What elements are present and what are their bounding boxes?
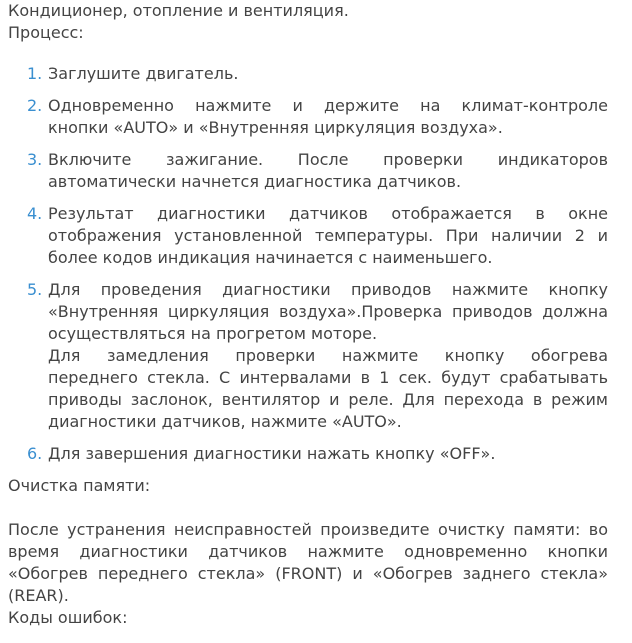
memory-line: После устранения неисправностей произведите очистку памяти: во <box>8 520 608 539</box>
process-label: Процесс: <box>8 23 84 42</box>
memory-line: время диагностики датчиков нажмите одновременно кнопки <box>8 542 608 561</box>
step-number: 3. <box>27 150 43 169</box>
list-item <box>8 203 608 269</box>
error-codes-label: Коды ошибок: <box>8 608 128 627</box>
list-item <box>8 149 608 193</box>
doc-title: Кондиционер, отопление и вентиляция. <box>8 1 349 20</box>
step-line: Заглушите двигатель. <box>48 64 239 83</box>
document <box>8 0 608 629</box>
step-line: «Внутренняя циркуляция воздуха».Проверка приводов должна <box>48 302 608 321</box>
step-number: 4. <box>27 204 43 223</box>
step-number: 2. <box>27 96 43 115</box>
list-item <box>8 279 608 433</box>
intro-block <box>8 0 608 44</box>
step-line: Для проведения диагностики приводов нажмите кнопку <box>48 280 608 299</box>
steps-list <box>8 63 608 465</box>
step-line: отображения установленной температуры. При наличии 2 и <box>48 226 608 245</box>
step-line: диагностики датчиков, нажмите «AUTO». <box>48 412 402 431</box>
step-number: 5. <box>27 280 43 299</box>
memory-line: (REAR). <box>8 586 69 605</box>
list-item <box>8 443 608 465</box>
step-line: Для замедления проверки нажмите кнопку обогрева <box>48 346 608 365</box>
step-line: Включите зажигание. После проверки индикаторов <box>48 150 608 169</box>
step-number: 6. <box>27 444 43 463</box>
list-item <box>8 63 608 85</box>
step-line: Результат диагностики датчиков отображается в окне <box>48 204 608 223</box>
step-line: автоматически начнется диагностика датчиков. <box>48 172 462 191</box>
step-line: приводы заслонок, вентилятор и реле. Для перехода в режим <box>48 390 608 409</box>
list-item <box>8 95 608 139</box>
memory-heading: Очистка памяти: <box>8 476 151 495</box>
step-number: 1. <box>27 64 43 83</box>
memory-line: «Обогрев переднего стекла» (FRONT) и «Обогрев заднего стекла» <box>8 564 608 583</box>
step-line: осуществляться на прогретом моторе. <box>48 324 378 343</box>
step-line: кнопки «AUTO» и «Внутренняя циркуляция воздуха». <box>48 118 503 137</box>
step-line: Одновременно нажмите и держите на климат-контроле <box>48 96 608 115</box>
step-line: Для завершения диагностики нажать кнопку «OFF». <box>48 444 496 463</box>
step-line: переднего стекла. С интервалами в 1 сек. будут срабатывать <box>48 368 608 387</box>
step-line: более кодов индикация начинается с наименьшего. <box>48 248 493 267</box>
memory-clear-section <box>8 475 608 607</box>
